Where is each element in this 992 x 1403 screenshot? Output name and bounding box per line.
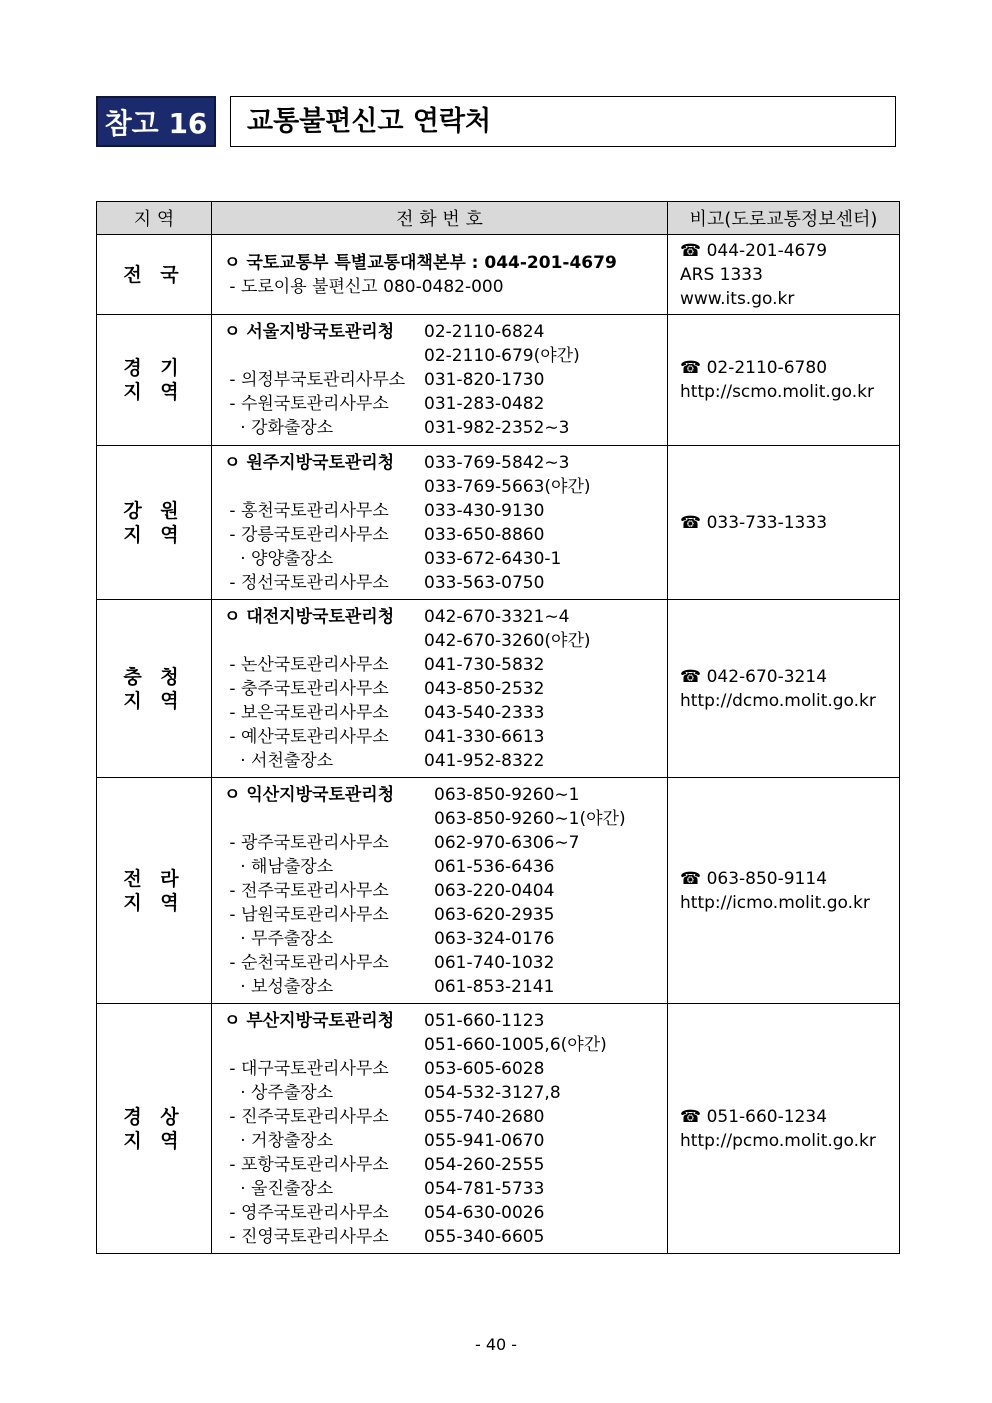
office-name: ㅇ 익산지방국토관리청 [224, 784, 395, 805]
phone-line [224, 1225, 667, 1249]
office-name: - 남원국토관리사무소 [224, 904, 389, 925]
header-region: 지 역 [97, 202, 212, 235]
phone-number: 062-970-6306∼7 [434, 832, 580, 853]
note-line: ☎ 042-670-3214 [680, 666, 828, 687]
phone-line [224, 1057, 667, 1081]
office-name: · 무주출장소 [224, 928, 334, 949]
note-line: ☎ 051-660-1234 [680, 1106, 828, 1127]
table-body [97, 235, 900, 1254]
phone-number: 051-660-1005,6(야간) [424, 1034, 607, 1055]
region-cell [97, 1004, 212, 1254]
region-label: 지 역 [123, 689, 185, 712]
phone-line [224, 547, 667, 571]
office-name: - 수원국토관리사무소 [224, 394, 389, 414]
table-row [97, 1004, 900, 1254]
phone-number: 054-630-0026 [424, 1202, 545, 1223]
note-line: http://dcmo.molit.go.kr [680, 690, 876, 711]
phone-line [224, 975, 667, 999]
phone-line [224, 1105, 667, 1129]
phone-line [224, 251, 667, 275]
phone-number: 063-850-9260∼1 [434, 784, 580, 805]
note-cell [668, 315, 900, 446]
phone-number: 061-853-2141 [434, 976, 555, 997]
region-cell [97, 446, 212, 600]
office-name: - 진영국토관리사무소 [224, 1226, 389, 1247]
office-name [224, 475, 424, 499]
phone-line [224, 701, 667, 725]
note-line: ☎ 063-850-9114 [680, 868, 828, 889]
note-cell [668, 1004, 900, 1254]
phone-line [224, 927, 667, 951]
phone-line [224, 1009, 667, 1033]
header-phone: 전 화 번 호 [212, 202, 668, 235]
phone-number: 055-941-0670 [424, 1130, 545, 1151]
region-cell [97, 235, 212, 315]
table-row [97, 235, 900, 315]
office-name [224, 1033, 424, 1057]
phone-number: 043-540-2333 [424, 702, 545, 723]
phone-number: 031-283-0482 [424, 394, 545, 414]
phone-line [224, 879, 667, 903]
region-cell [97, 315, 212, 446]
note-line: http://scmo.molit.go.kr [680, 382, 874, 402]
office-name: - 전주국토관리사무소 [224, 880, 389, 901]
region-label: 지 역 [123, 891, 185, 914]
phone-line [224, 320, 667, 344]
office-name: · 서천출장소 [224, 750, 334, 771]
region-label: 전 라 [123, 867, 185, 890]
office-name: - 영주국토관리사무소 [224, 1202, 389, 1223]
phone-line [224, 951, 667, 975]
phone-line [224, 571, 667, 595]
phone-line [224, 1153, 667, 1177]
table-row [97, 600, 900, 778]
phone-cell [212, 1004, 668, 1254]
office-name: - 도로이용 불편신고 080-0482-000 [224, 276, 504, 297]
phone-number: 061-536-6436 [434, 856, 555, 877]
office-name: ㅇ 대전지방국토관리청 [224, 606, 395, 627]
phone-number: 055-740-2680 [424, 1106, 545, 1127]
header-note: 비고(도로교통정보센터) [668, 202, 900, 235]
phone-number: 063-324-0176 [434, 928, 555, 949]
phone-number: 063-220-0404 [434, 880, 555, 901]
region-cell [97, 778, 212, 1004]
page-number: - 40 - [474, 1335, 518, 1354]
region-label: 경 기 [123, 357, 185, 379]
office-name: · 울진출장소 [224, 1178, 334, 1199]
phone-line [224, 605, 667, 629]
office-name: - 홍천국토관리사무소 [224, 500, 389, 521]
phone-line [224, 475, 667, 499]
phone-line [224, 629, 667, 653]
phone-cell [212, 235, 668, 315]
office-name: · 강화출장소 [224, 418, 334, 438]
table-row [97, 778, 900, 1004]
section-title: 교통불편신고 연락처 [230, 96, 896, 147]
phone-line [224, 275, 667, 299]
office-name: ㅇ 원주지방국토관리청 [224, 452, 395, 473]
phone-line [224, 783, 667, 807]
phone-line [224, 1081, 667, 1105]
phone-number: 043-850-2532 [424, 678, 545, 699]
table-header-row [97, 202, 900, 235]
phone-cell [212, 315, 668, 446]
note-line: ☎ 033-733-1333 [680, 512, 828, 533]
office-name: ㅇ 서울지방국토관리청 [224, 322, 395, 342]
phone-cell [212, 600, 668, 778]
note-cell [668, 600, 900, 778]
phone-number: 033-650-8860 [424, 524, 545, 545]
phone-number: 033-430-9130 [424, 500, 545, 521]
phone-number: 063-620-2935 [434, 904, 555, 925]
phone-line [224, 903, 667, 927]
phone-cell [212, 446, 668, 600]
office-name: - 의정부국토관리사무소 [224, 370, 406, 390]
phone-line [224, 807, 667, 831]
phone-number: 033-563-0750 [424, 572, 545, 593]
note-line: www.its.go.kr [680, 288, 795, 309]
phone-number: 042-670-3260(야간) [424, 630, 591, 651]
region-label: 강 원 [123, 499, 185, 522]
office-name: - 보은국토관리사무소 [224, 702, 389, 723]
office-name: - 순천국토관리사무소 [224, 952, 389, 973]
region-label: 충 청 [123, 665, 185, 688]
note-cell [668, 235, 900, 315]
note-cell [668, 778, 900, 1004]
office-name: - 광주국토관리사무소 [224, 832, 389, 853]
phone-number: 031-820-1730 [424, 370, 545, 390]
phone-line [224, 392, 667, 416]
note-line: http://icmo.molit.go.kr [680, 892, 870, 913]
phone-line [224, 725, 667, 749]
phone-number: 054-781-5733 [424, 1178, 545, 1199]
phone-number: 033-769-5663(야간) [424, 476, 591, 497]
region-label: 경 상 [123, 1105, 185, 1128]
phone-number: 055-340-6605 [424, 1226, 545, 1247]
office-name: · 거창출장소 [224, 1130, 334, 1151]
office-name: - 논산국토관리사무소 [224, 654, 389, 675]
phone-number: 054-532-3127,8 [424, 1082, 561, 1103]
office-name: · 해남출장소 [224, 856, 334, 877]
section-tag: 참고 16 [96, 96, 216, 147]
phone-line [224, 855, 667, 879]
note-line: http://pcmo.molit.go.kr [680, 1130, 876, 1151]
region-cell [97, 600, 212, 778]
phone-line [224, 523, 667, 547]
office-name: - 강릉국토관리사무소 [224, 524, 389, 545]
phone-number: 033-769-5842∼3 [424, 452, 570, 473]
office-name: · 양양출장소 [224, 548, 334, 569]
office-name [224, 807, 434, 831]
region-label: 지 역 [123, 1129, 185, 1152]
phone-number: 053-605-6028 [424, 1058, 545, 1079]
note-cell [668, 446, 900, 600]
phone-line [224, 451, 667, 475]
office-name: - 충주국토관리사무소 [224, 678, 389, 699]
phone-line [224, 416, 667, 440]
region-label: 지 역 [123, 523, 185, 546]
phone-line [224, 677, 667, 701]
phone-line [224, 368, 667, 392]
phone-number: 041-730-5832 [424, 654, 545, 675]
phone-number: 042-670-3321∼4 [424, 606, 570, 627]
phone-line [224, 1033, 667, 1057]
phone-number: 054-260-2555 [424, 1154, 545, 1175]
phone-cell [212, 778, 668, 1004]
office-name [224, 629, 424, 653]
phone-number: 041-330-6613 [424, 726, 545, 747]
phone-number: 061-740-1032 [434, 952, 555, 973]
phone-number: 041-952-8322 [424, 750, 545, 771]
office-name: - 정선국토관리사무소 [224, 572, 389, 593]
office-name: - 대구국토관리사무소 [224, 1058, 389, 1079]
region-label: 지 역 [123, 381, 185, 403]
office-name: · 보성출장소 [224, 976, 334, 997]
phone-number: 063-850-9260∼1(야간) [434, 808, 626, 829]
phone-line [224, 1177, 667, 1201]
office-name: ㅇ 부산지방국토관리청 [224, 1010, 395, 1031]
phone-line [224, 1129, 667, 1153]
office-name [224, 344, 424, 368]
phone-line [224, 1201, 667, 1225]
phone-number: 031-982-2352∼3 [424, 418, 570, 438]
phone-number: 051-660-1123 [424, 1010, 545, 1031]
phone-line [224, 344, 667, 368]
phone-line [224, 831, 667, 855]
note-line: ☎ 044-201-4679 [680, 240, 828, 261]
phone-line [224, 499, 667, 523]
office-name: - 진주국토관리사무소 [224, 1106, 389, 1127]
table-row [97, 446, 900, 600]
office-name: - 포항국토관리사무소 [224, 1154, 389, 1175]
note-line: ☎ 02-2110-6780 [680, 358, 828, 378]
region-label: 전 국 [123, 263, 185, 286]
office-name: · 상주출장소 [224, 1082, 334, 1103]
phone-number: 02-2110-679(야간) [424, 346, 580, 366]
phone-number: 033-672-6430-1 [424, 548, 562, 569]
phone-line [224, 653, 667, 677]
contact-table [96, 201, 900, 1254]
table-row [97, 315, 900, 446]
note-line: ARS 1333 [680, 264, 763, 285]
office-name: - 예산국토관리사무소 [224, 726, 389, 747]
office-name: ㅇ 국토교통부 특별교통대책본부 : 044-201-4679 [224, 252, 617, 273]
phone-line [224, 749, 667, 773]
phone-number: 02-2110-6824 [424, 322, 545, 342]
